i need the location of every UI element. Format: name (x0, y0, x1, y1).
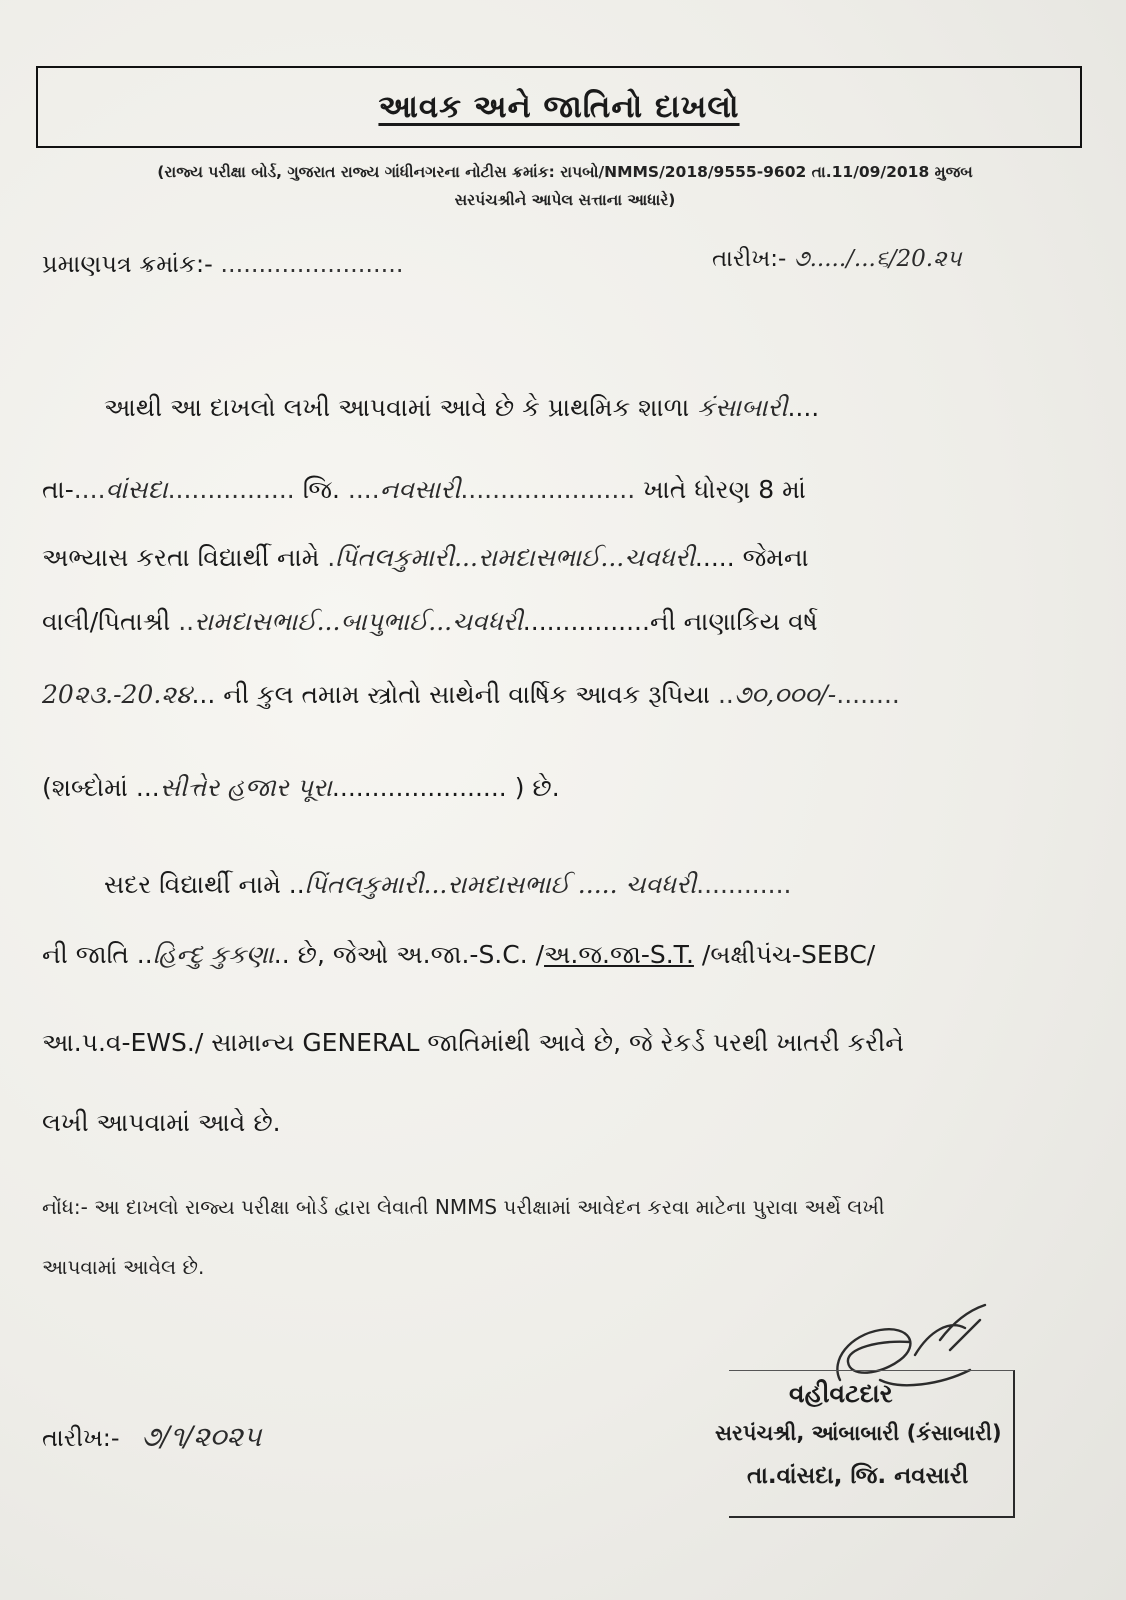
school-name: કંસાબારી (697, 393, 788, 422)
district-value: નવસારી (379, 475, 461, 504)
notice-line-1: (રાજ્ય પરીક્ષા બોર્ડ, ગુજરાત રાજ્ય ગાંધીનગરના નોટીસ ક્રમાંક: રાપબો/NMMS/2018/9555-9602 તા.11/09/2018 મુજબ (157, 163, 973, 181)
district-label: જિ. (302, 475, 340, 504)
para1-line1-text: આથી આ દાખલો લખી આપવામાં આવે છે કે પ્રાથમિક શાળા (104, 393, 690, 422)
stamp-line-2: સરપંચશ્રી, આંબાબારી (કંસાબારી) (715, 1421, 1002, 1445)
student-label: અભ્યાસ કરતા વિદ્યાર્થી નામે (42, 543, 320, 572)
para1-line1 (104, 393, 819, 423)
para2-line3: આ.પ.વ-EWS./ સામાન્ય GENERAL જાતિમાંથી આવે છે, જે રેકર્ડ પરથી ખાતરી કરીને (42, 1028, 904, 1057)
para1-line4: વાલી/પિતાશ્રી ..રામદાસભાઈ...બાપુભાઈ...ચવધરી................ની નાણાકિય વર્ષ (42, 607, 818, 636)
para1-line3: અભ્યાસ કરતા વિદ્યાર્થી નામે .પિંતલકુમારી...રામદાસભાઈ...ચવધરી..... જેમના (42, 543, 809, 572)
date-row (712, 246, 962, 272)
st-category: અ.જ.જા-S.T. (544, 940, 694, 969)
para1-line2: તા-....વાંસદા................ જિ. ....નવસારી...................... ખાતે ધોરણ 8 માં (42, 475, 806, 504)
para2-line1-text: સદર વિદ્યાર્થી નામે .. (104, 870, 305, 899)
financial-year: 20૨૩.-20.૨૪ (42, 680, 192, 709)
note-line-1: નોંધ:- આ દાખલો રાજ્ય પરીક્ષા બોર્ડ દ્વારા લેવાતી NMMS પરીક્ષામાં આવેદન કરવા માટેના પુરાવા અર્થે લખી (42, 1195, 885, 1219)
certificate-number-row (42, 250, 404, 278)
bottom-date-value: ૭/૧/૨૦૨૫ (141, 1420, 262, 1453)
income-in-words: સીત્તેર હજાર પૂરા (159, 773, 332, 802)
date-value: ૭...../...૬/20.૨૫ (793, 246, 962, 272)
para2-line4: લખી આપવામાં આવે છે. (42, 1108, 281, 1137)
guardian-label: વાલી/પિતાશ્રી (42, 607, 171, 636)
note-line-2: આપવામાં આવેલ છે. (42, 1255, 205, 1279)
income-words-open: (શબ્દોમાં ... (42, 773, 160, 802)
guardian-name: રામદાસભાઈ...બાપુભાઈ...ચવધરી (194, 607, 523, 636)
para2-line1 (104, 870, 792, 900)
caste-tail: .. છે, જેઓ અ.જા.-S.C. / (273, 940, 545, 969)
income-value: ૭૦,૦૦૦/- (733, 680, 837, 709)
para1-line6 (42, 773, 560, 803)
para1-line5: 20૨૩.-20.૨૪... ની કુલ તમામ સ્ત્રોતો સાથેની વાર્ષિક આવક રૂપિયા ..૭૦,૦૦૦/-........ (42, 680, 900, 709)
para2-student-name: પિંતલકુમારી...રામદાસભાઈ ..... ચવધરી (304, 870, 697, 899)
student-name: પિંતલકુમારી...રામદાસભાઈ...ચવધરી (335, 543, 695, 572)
certificate-number-value: ........................ (220, 250, 404, 278)
para2-line2 (42, 940, 875, 970)
para1-line4-tail: ................ની નાણાકિય વર્ષ (522, 607, 818, 636)
title-box (36, 66, 1082, 148)
income-words-close: ...................... ) છે. (331, 773, 560, 802)
stamp-line-1: વહીવટદાર (789, 1379, 893, 1408)
para1-line2-tail: ખાતે ધોરણ 8 માં (643, 475, 806, 504)
certificate-number-label: પ્રમાણપત્ર ક્રમાંક:- (42, 250, 213, 278)
notice-line-2: સરપંચશ્રીને આપેલ સત્તાના આધારે) (454, 191, 676, 209)
caste-label: ની જાતિ .. (42, 940, 153, 969)
official-stamp (715, 1370, 1015, 1518)
caste-value: હિન્દુ કુકણા (152, 940, 274, 969)
bottom-date-row (42, 1420, 261, 1454)
para1-line5-text: ... ની કુલ તમામ સ્ત્રોતો સાથેની વાર્ષિક આવક રૂપિયા (191, 680, 711, 709)
taluka-label: તા- (42, 475, 74, 504)
bottom-date-label: તારીખ:- (42, 1424, 120, 1452)
para1-line3-tail: ..... જેમના (694, 543, 809, 572)
para1-line1-dots: .... (787, 393, 820, 422)
taluka-value: વાંસદા (105, 475, 168, 504)
stamp-line-3: તા.વાંસદા, જિ. નવસારી (747, 1463, 969, 1489)
document-title: આવક અને જાતિનો દાખલો (378, 88, 740, 125)
para2-line1-dots: ............ (696, 870, 792, 899)
date-label: તારીખ:- (712, 246, 787, 272)
caste-tail-2: /બક્ષીપંચ-SEBC/ (693, 940, 876, 969)
